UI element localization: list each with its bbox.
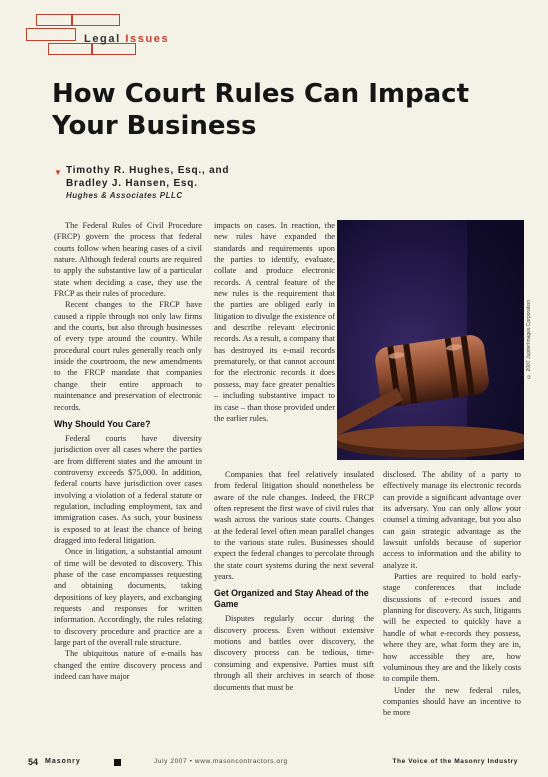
square-separator-icon: [114, 759, 121, 766]
page-footer: [28, 757, 518, 769]
tagline: The Voice of the Masonry Industry: [392, 758, 518, 765]
brick-decoration: [36, 14, 72, 26]
gavel-photo: [337, 220, 524, 460]
byline-arrow-icon: ▼: [54, 168, 62, 177]
paragraph: Recent changes to the FRCP have caused a ripple through not only law firms and the courts, but also through businesses of every type around the country. While procedural court rules generally reach only inside the courtroom, the new amendments to the FRCP mandate that companies change their entire approach to maintenance and preservation of electronic records.: [54, 300, 202, 412]
article-column-3: [383, 469, 521, 719]
byline: [54, 164, 230, 200]
paragraph: Parties are required to hold early-stage conferences that include discussions of e-record issues and planning for discovery. As such, litigants will be expected to quickly have a handle of what e-records they possess, where they are, what form they are in, how accessible they are, how voluminous they are and the likely costs to compile them.: [383, 572, 521, 684]
paragraph: Under the new federal rules, companies should have an incentive to be more: [383, 685, 521, 718]
section-accent: Issues: [125, 33, 170, 45]
paragraph: Companies that feel relatively insulated from federal litigation should nonetheless be aware of the rule changes. Indeed, the FRCP often represent the first wave of civil rules that wash across the various state courts. Changes at the federal level often mean parallel changes to the various state rules. Businesses should expect the federal changes to percolate through the state court systems during the next several years.: [214, 470, 374, 582]
byline-firm: Hughes & Associates PLLC: [66, 191, 183, 200]
subheading: Get Organized and Stay Ahead of the Game: [214, 588, 369, 610]
section-prefix: Legal: [84, 33, 121, 45]
paragraph: impacts on cases. In reaction, the new rules have expanded the standards and requirements upon the parties to identify, evaluate, collate and produce electronic records. A central feature of the new rules is the requirement that the parties are obliged early in litigation to divulge the existence of and describe relevant electronic records. As a result, a company that has destroyed its e-mail records prematurely, or that cannot account for the electronic records it does possess, may face greater penalties – including substantive impact to its case – than those provided under the earlier rules.: [214, 221, 335, 423]
article-column-1: [54, 220, 202, 682]
paragraph: disclosed. The ability of a party to effectively manage its electronic records can provide a significant advantage over its adversary. You can only allow your counsel a timing advantage, but you also can gain strategic advantage as the lawsuit unfolds because of superior access to information and the ability to analyze it.: [383, 470, 521, 570]
section-label: [84, 33, 169, 45]
article-column-2: [214, 220, 335, 424]
byline-authors-line2: Bradley J. Hansen, Esq.: [66, 178, 198, 189]
paragraph: The Federal Rules of Civil Procedure (FRCP) govern the process that federal courts follow when hearing cases of a civil nature. Although federal courts are required to apply the substantive law of a particular state when deciding a case, they use the FRCP as their rules of procedure.: [54, 221, 202, 299]
issue-info: July 2007 • www.masoncontractors.org: [154, 758, 288, 765]
paragraph: Disputes regularly occur during the discovery process. Even without extensive motions and battles over discovery, the discovery process can be tedious, time-consuming and expensive. Parties must sift through all their archives in search of those documents that must be: [214, 614, 374, 692]
magazine-name: Masonry: [45, 758, 81, 765]
brick-decoration: [72, 14, 120, 26]
paragraph: Once in litigation, a substantial amount of time will be devoted to discovery. This phase of the case encompasses requesting and obtaining documents, taking depositions of key players, and exchanging requests and responses for written information. Accordingly, the rules relating to discovery procedure and practice are a large part of the overall rule structure.: [54, 547, 202, 648]
paragraph: The ubiquitous nature of e-mails has changed the entire discovery process and indeed can have major: [54, 649, 202, 682]
paragraph: Federal courts have diversity jurisdiction over all cases where the parties are from different states and the amount in controversy exceeds $75,000. In addition, federal courts have jurisdiction over cases involving a violation of a federal statute or regulation, including employment, tax and immigration cases. As such, your business is exposed to at least the chance of being dragged into federal litigation.: [54, 433, 202, 545]
headline: How Court Rules Can Impact Your Business: [52, 79, 470, 141]
article-column-2-continued: [214, 469, 374, 693]
page-number: 54: [28, 757, 39, 767]
photo-credit: © 2007 JupiterImages Corporation: [526, 300, 532, 379]
brick-decoration: [26, 28, 76, 41]
byline-authors-line1: Timothy R. Hughes, Esq., and: [66, 165, 230, 176]
subheading: Why Should You Care?: [54, 418, 151, 429]
gavel-image: [337, 220, 524, 460]
